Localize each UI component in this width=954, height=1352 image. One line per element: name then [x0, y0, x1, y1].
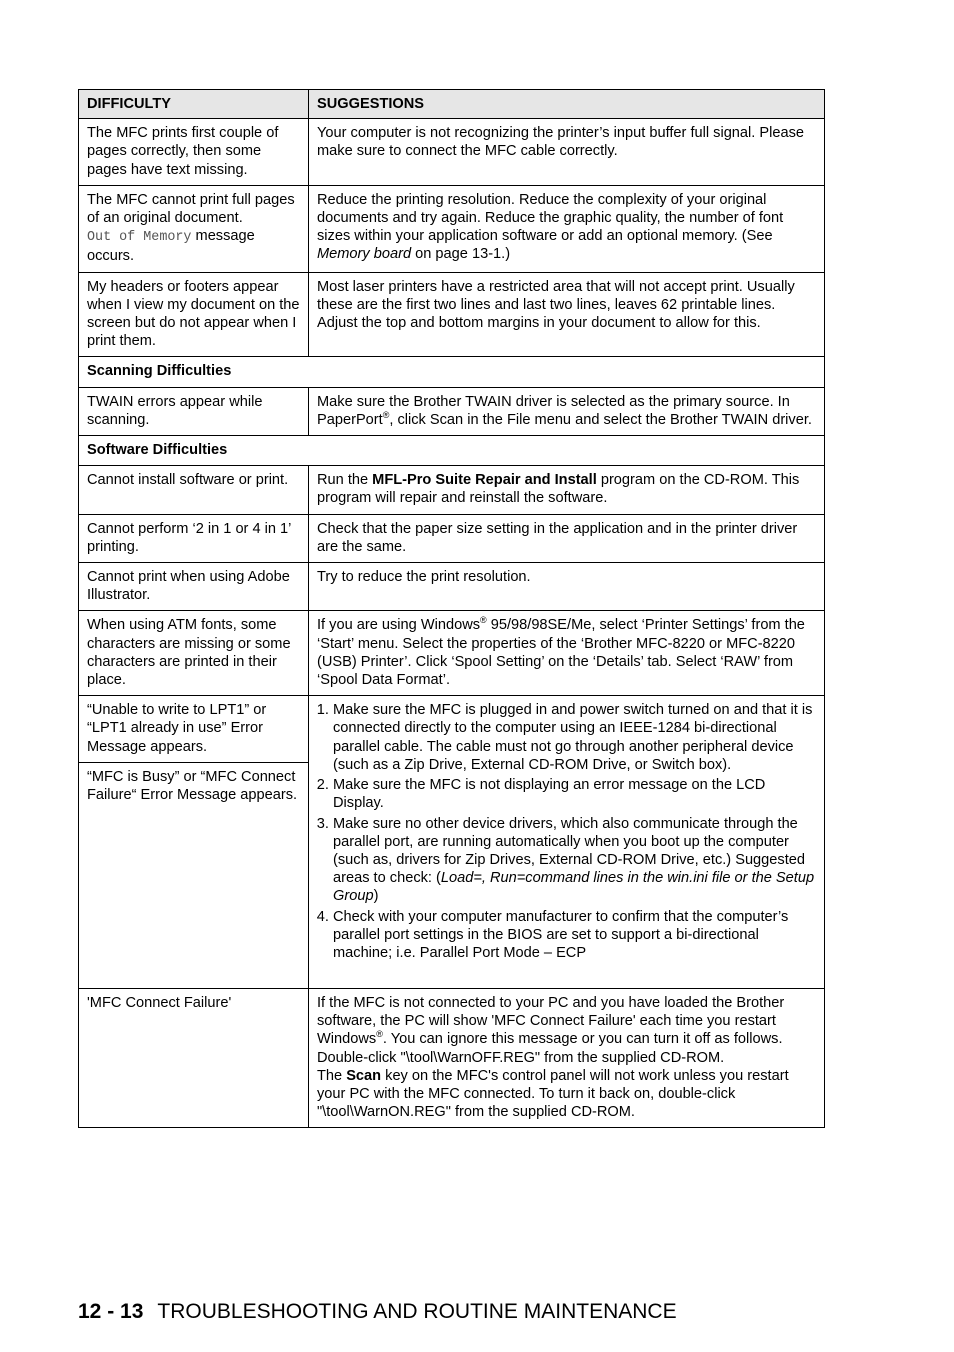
- suggestion-text: The: [317, 1067, 347, 1084]
- difficulty-cell: Cannot install software or print.: [79, 466, 309, 514]
- section-heading-row: [79, 357, 825, 387]
- table-row: [79, 272, 825, 357]
- suggestion-cell: [309, 988, 825, 1127]
- suggestion-cell: [309, 185, 825, 272]
- suggestion-text-tail: , click Scan in the File menu and select the Brother TWAIN driver.: [389, 411, 812, 428]
- troubleshooting-table: [78, 89, 825, 1128]
- difficulty-column-header: DIFFICULTY: [79, 90, 309, 119]
- suggestion-cell: Try to reduce the print resolution.: [309, 563, 825, 611]
- suggestion-cell: [309, 466, 825, 514]
- suggestion-cell: Most laser printers have a restricted area that will not accept print. Usually these are the first two lines and last two lines, leaves 62 printable lines. Adjust the top and bottom margins in your document to allow for this.: [309, 272, 825, 357]
- software-difficulties-heading: Software Difficulties: [79, 436, 825, 466]
- table-row: [79, 611, 825, 696]
- suggestion-cell: [309, 696, 825, 989]
- page-number: 12 - 13: [78, 1300, 144, 1323]
- list-item: 2. Make sure the MFC is not displaying an error message on the LCD Display.: [333, 776, 816, 812]
- scan-key-name: Scan: [346, 1067, 382, 1084]
- registered-mark: ®: [480, 615, 487, 626]
- suggestion-text-tail: . You can ignore this message or you can turn it off as follows. Double-click "\tool\WarnOFF.REG" from the supplied CD-ROM.: [317, 1031, 783, 1066]
- step-text: Make sure no other device drivers, which also communicate through the parallel port, are running automatically when you boot up the computer (such as, drivers for Zip Drives, External CD-ROM Drive, etc.) Suggested areas to check: (: [333, 815, 805, 887]
- suggestion-cell: [309, 611, 825, 696]
- registered-mark: ®: [376, 1029, 383, 1040]
- step-text-tail: ): [373, 888, 379, 905]
- suggestion-text-tail: 95/98/98SE/Me, select ‘Printer Settings’ from the ‘Start’ menu. Select the properties of the ‘Brother MFC-8220 or MFC-8220 (USB) Printer’. Click ‘Spool Setting’ on the ‘Details’ tab. Select ‘RAW’ from ‘Spool Data Format’.: [317, 617, 805, 689]
- chapter-title: TROUBLESHOOTING AND ROUTINE MAINTENANCE: [157, 1300, 677, 1323]
- difficulty-cell: 'MFC Connect Failure': [79, 988, 309, 1127]
- table-row: [79, 387, 825, 435]
- difficulty-cell: “Unable to write to LPT1” or “LPT1 already in use” Error Message appears.: [79, 696, 309, 763]
- suggestion-text: Run the: [317, 472, 373, 489]
- suggestion-steps-list: [317, 701, 816, 962]
- list-item: 1. Make sure the MFC is plugged in and power switch turned on and that it is connected directly to the computer using an IEEE-1284 bi-directional parallel cable. The cable must not go through another peripheral device (such as a Zip Drive, External CD-ROM Drive, or Switch box).: [333, 701, 816, 774]
- scanning-difficulties-heading: Scanning Difficulties: [79, 357, 825, 387]
- difficulty-cell: “MFC is Busy” or “MFC Connect Failure“ Error Message appears.: [79, 762, 309, 988]
- table-row: [79, 988, 825, 1127]
- table-header-row: [79, 90, 825, 119]
- suggestions-column-header: SUGGESTIONS: [309, 90, 825, 119]
- suggestion-text: If you are using Windows: [317, 617, 481, 634]
- table-row: [79, 514, 825, 562]
- difficulty-cell: My headers or footers appear when I view my document on the screen but do not appear when I print them.: [79, 272, 309, 357]
- suggestion-text-tail: on page 13-1.): [411, 246, 511, 263]
- section-heading-row: [79, 436, 825, 466]
- difficulty-cell: When using ATM fonts, some characters are missing or some characters are printed in their place.: [79, 611, 309, 696]
- difficulty-text: The MFC cannot print full pages of an original document.: [87, 191, 295, 227]
- table-row: [79, 119, 825, 186]
- suggestion-text-tail: program on the CD-ROM. This program will repair and reinstall the software.: [317, 472, 800, 507]
- suggestion-text-tail: key on the MFC's control panel will not work unless you restart your PC with the MFC connected. To turn it back on, double-click "\tool\WarnON.REG" from the supplied CD-ROM.: [317, 1067, 789, 1121]
- difficulty-cell: Cannot perform ‘2 in 1 or 4 in 1’ printing.: [79, 514, 309, 562]
- suggestion-cell: Your computer is not recognizing the printer’s input buffer full signal. Please make sure to connect the MFC cable correctly.: [309, 119, 825, 186]
- suggestion-paragraph: [317, 1067, 816, 1122]
- suggestion-cell: [309, 387, 825, 435]
- table-row: [79, 696, 825, 763]
- suggestion-paragraph: [317, 994, 816, 1067]
- table-row: [79, 563, 825, 611]
- repair-install-program-name: MFL-Pro Suite Repair and Install: [372, 472, 597, 489]
- list-item: 4. Check with your computer manufacturer to confirm that the computer’s parallel port settings in the BIOS are set to support a bi-directional machine; i.e. Parallel Port Mode – ECP: [333, 908, 816, 963]
- suggestion-text: Make sure the Brother TWAIN driver is selected as the primary source. In PaperPort: [317, 393, 790, 428]
- table-row: [79, 185, 825, 272]
- difficulty-text-tail: message occurs.: [87, 228, 255, 265]
- difficulty-cell: [79, 185, 309, 272]
- memory-board-reference: Memory board: [317, 246, 412, 263]
- suggestion-cell: Check that the paper size setting in the application and in the printer driver are the same.: [309, 514, 825, 562]
- list-item: [333, 815, 816, 906]
- step-italic-text: Load=, Run=command lines in the win.ini file or the Setup Group: [333, 870, 815, 905]
- difficulty-cell: TWAIN errors appear while scanning.: [79, 387, 309, 435]
- registered-mark: ®: [382, 409, 390, 420]
- difficulty-cell: The MFC prints first couple of pages correctly, then some pages have text missing.: [79, 119, 309, 186]
- suggestion-text: Reduce the printing resolution. Reduce the complexity of your original documents and try again. Reduce the graphic quality, the number of font sizes within your application software or add an optional memory. (See: [317, 191, 784, 245]
- table-row: [79, 466, 825, 514]
- difficulty-cell: Cannot print when using Adobe Illustrator.: [79, 563, 309, 611]
- out-of-memory-code: Out of Memory: [87, 230, 192, 246]
- suggestion-text: If the MFC is not connected to your PC and you have loaded the Brother software, the PC will show 'MFC Connect Failure' each time you restart Windows: [317, 994, 785, 1048]
- page-footer: [78, 1299, 677, 1325]
